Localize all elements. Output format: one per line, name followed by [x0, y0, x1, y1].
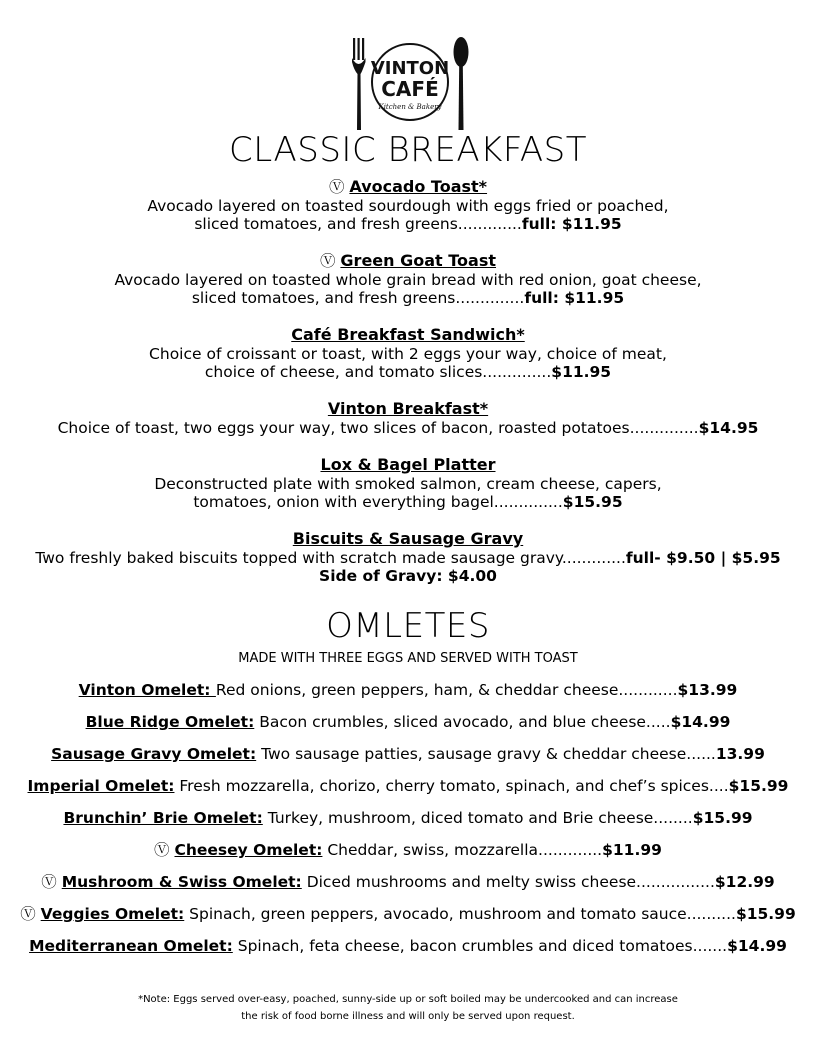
- omelet-price: $14.99: [727, 937, 787, 955]
- omelet-name: Veggies Omelet:: [40, 905, 185, 923]
- vinton-cafe-logo: [350, 34, 470, 134]
- item-description: Two freshly baked biscuits topped with scratch made sausage gravy.............: [35, 548, 626, 567]
- vegetarian-icon: Ⓥ: [41, 873, 62, 891]
- omelet-description: Cheddar, swiss, mozzarella.............: [322, 841, 603, 859]
- omelet-description: Spinach, green peppers, avocado, mushroom and tomato sauce..........: [184, 905, 736, 923]
- omelet-item: [0, 680, 816, 700]
- omelet-description: Bacon crumbles, sliced avocado, and blue cheese.....: [254, 713, 671, 731]
- item-name: Vinton Breakfast*: [327, 399, 489, 418]
- menu-item: [0, 326, 816, 382]
- item-description: Deconstructed plate with smoked salmon, cream cheese, capers,: [154, 474, 662, 493]
- menu-item: [0, 252, 816, 308]
- omelet-name: Brunchin’ Brie Omelet:: [63, 809, 263, 827]
- menu-item: [0, 400, 816, 437]
- omelet-item: [0, 744, 816, 764]
- omelet-price: $12.99: [714, 873, 775, 891]
- classic-breakfast-title: CLASSIC BREAKFAST: [229, 130, 587, 170]
- omelet-description: Spinach, feta cheese, bacon crumbles and diced tomatoes.......: [232, 937, 728, 955]
- item-description: Avocado layered on toasted sourdough with eggs fried or poached,: [147, 196, 669, 215]
- omelet-price: $15.99: [728, 777, 789, 795]
- item-description: Choice of croissant or toast, with 2 eggs your way, choice of meat,: [149, 344, 667, 363]
- omelet-item: [0, 776, 816, 796]
- logo-tagline: Kitchen & Bakery: [378, 103, 442, 111]
- item-description: Choice of toast, two eggs your way, two slices of bacon, roasted potatoes..............: [57, 418, 699, 437]
- omelet-item: [0, 936, 816, 956]
- item-name: Green Goat Toast: [340, 251, 496, 270]
- omelet-description: Diced mushrooms and melty swiss cheese................: [301, 873, 715, 891]
- item-description: choice of cheese, and tomato slices..............: [204, 363, 552, 381]
- item-name: Avocado Toast*: [349, 177, 488, 196]
- spoon-icon: [454, 37, 469, 130]
- allergy-note: [0, 991, 816, 1025]
- omelet-description: Fresh mozzarella, chorizo, cherry tomato, spinach, and chef’s spices....: [174, 777, 729, 795]
- item-description: sliced tomatoes, and fresh greens.............: [194, 215, 522, 233]
- omelet-name: Blue Ridge Omelet:: [85, 713, 255, 731]
- omelet-price: $15.99: [692, 809, 753, 827]
- omelet-name: Sausage Gravy Omelet:: [51, 745, 257, 763]
- menu-item: [0, 530, 816, 586]
- omelets-subtitle: MADE WITH THREE EGGS AND SERVED WITH TOAST: [238, 651, 578, 666]
- item-price: full: $11.95: [521, 215, 622, 233]
- logo-text-cafe: CAFÉ: [381, 77, 439, 101]
- item-name: Biscuits & Sausage Gravy: [292, 529, 524, 548]
- side-price: Side of Gravy: $4.00: [319, 567, 497, 585]
- omelet-item: [0, 904, 816, 924]
- omelet-price: $13.99: [677, 681, 738, 699]
- vegetarian-icon: Ⓥ: [154, 841, 175, 859]
- omelet-name: Mediterranean Omelet:: [29, 937, 233, 955]
- item-name: Lox & Bagel Platter: [320, 455, 496, 474]
- menu-item: [0, 178, 816, 234]
- note-line: *Note: Eggs served over-easy, poached, sunny-side up or soft boiled may be undercooked and can increase: [138, 994, 678, 1005]
- vegetarian-icon: Ⓥ: [20, 905, 41, 923]
- vegetarian-icon: Ⓥ: [319, 252, 341, 270]
- omelet-price: $11.99: [602, 841, 662, 859]
- logo-graphic: [350, 34, 470, 134]
- item-price: $15.95: [562, 493, 623, 511]
- item-price: $14.95: [698, 418, 759, 437]
- omelet-description: Red onions, green peppers, ham, & cheddar cheese............: [215, 681, 678, 699]
- omelet-item: [0, 872, 816, 892]
- omelet-item: [0, 808, 816, 828]
- logo-text-vinton: VINTON: [370, 58, 450, 79]
- omelet-price: 13.99: [715, 745, 765, 763]
- item-description: tomatoes, onion with everything bagel..............: [193, 493, 563, 511]
- item-price: $11.95: [551, 363, 612, 381]
- omelet-name: Imperial Omelet:: [27, 777, 175, 795]
- omelet-name: Cheesey Omelet:: [174, 841, 323, 859]
- item-description: Avocado layered on toasted whole grain bread with red onion, goat cheese,: [114, 270, 702, 289]
- omelet-item: [0, 840, 816, 860]
- item-description: sliced tomatoes, and fresh greens..............: [191, 289, 525, 307]
- note-line: the risk of food borne illness and will only be served upon request.: [241, 1011, 575, 1022]
- item-price: full- $9.50 | $5.95: [625, 548, 781, 567]
- menu-item: [0, 456, 816, 512]
- fork-icon: [352, 38, 366, 130]
- omelet-name: Vinton Omelet:: [78, 681, 216, 699]
- omelet-price: $15.99: [735, 905, 796, 923]
- omelet-description: Turkey, mushroom, diced tomato and Brie cheese........: [262, 809, 693, 827]
- omelet-item: [0, 712, 816, 732]
- item-name: Café Breakfast Sandwich*: [291, 325, 525, 344]
- omelet-price: $14.99: [670, 713, 731, 731]
- omelets-title: OMLETES: [326, 606, 490, 646]
- vegetarian-icon: Ⓥ: [328, 178, 350, 196]
- item-price: full: $11.95: [524, 289, 625, 307]
- omelet-name: Mushroom & Swiss Omelet:: [61, 873, 302, 891]
- omelet-description: Two sausage patties, sausage gravy & cheddar cheese......: [256, 745, 716, 763]
